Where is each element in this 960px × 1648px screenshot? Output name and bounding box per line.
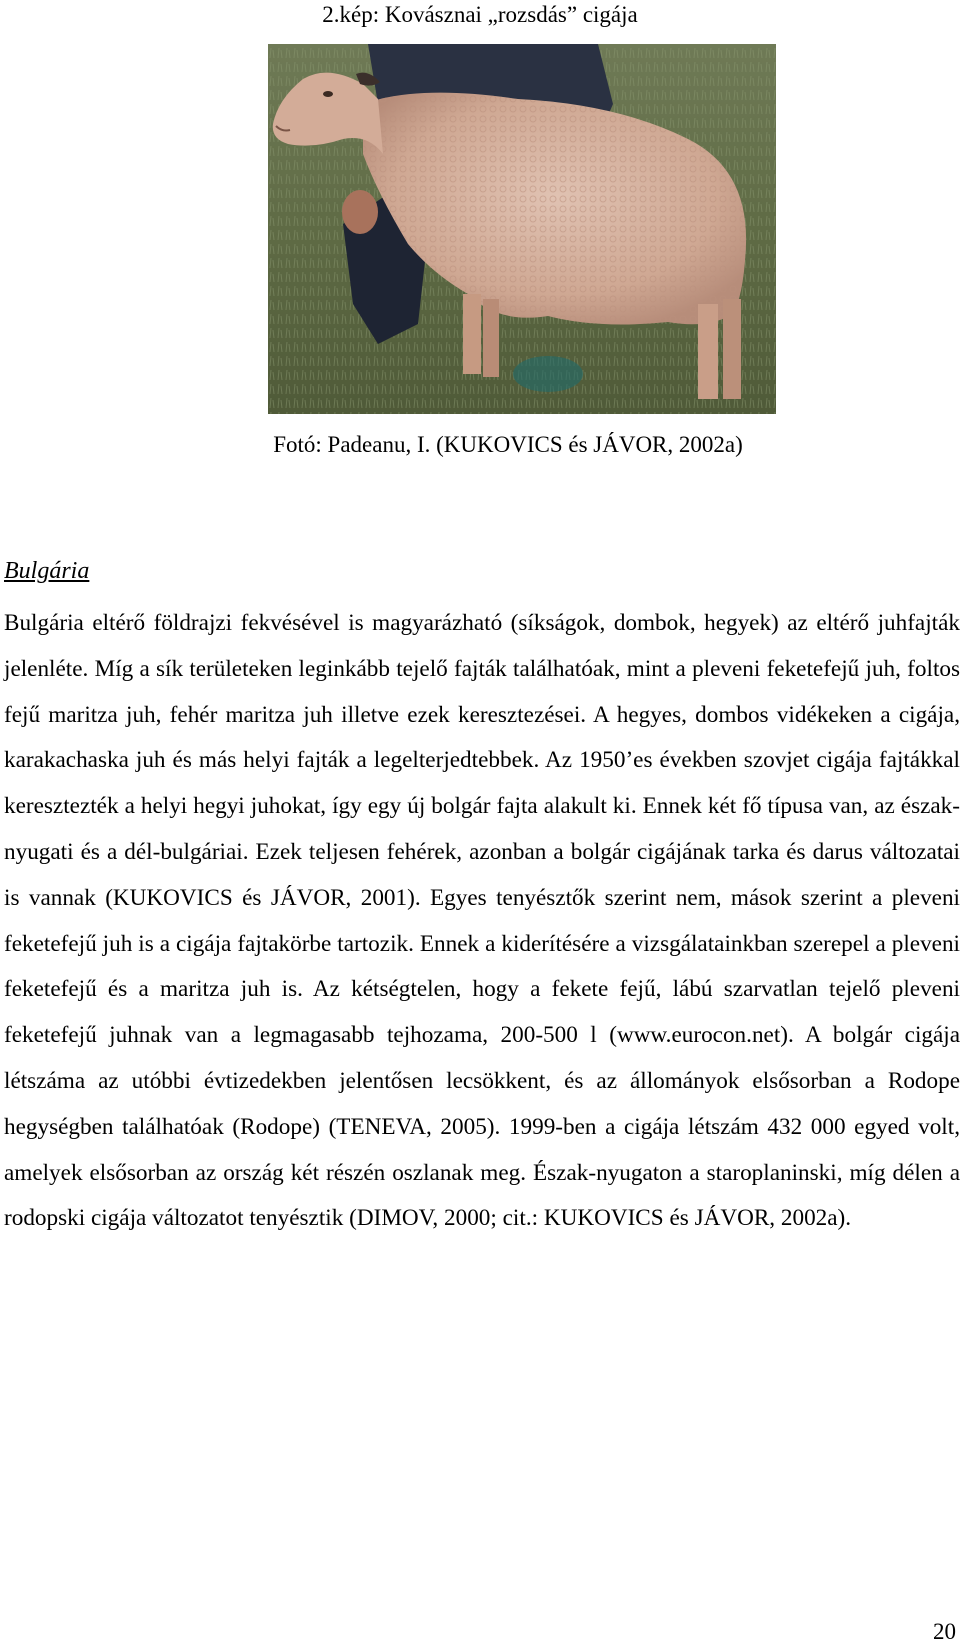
figure-caption: Fotó: Padeanu, I. (KUKOVICS és JÁVOR, 2002a) — [273, 432, 743, 457]
section-heading: Bulgária — [4, 558, 90, 584]
figure-title: 2.kép: Kovásznai „rozsdás” cigája — [322, 2, 638, 27]
sheep-photo — [268, 44, 776, 414]
page-number: 20 — [933, 1619, 956, 1644]
body-paragraph: Bulgária eltérő földrajzi fekvésével is magyarázható (síkságok, dombok, hegyek) az eltérő juhfajták jelenléte. Míg a sík területeken leginkább tejelő fajták találhatóak, mint a pleveni feketefejű juh, foltos fejű maritza juh, fehér maritza juh illetve ezek keresztezései. A hegyes, dombos vidékeken a cigája, karakachaska juh és más helyi fajták a legelterjedtebbek. Az 1950’es években szovjet cigája fajtákkal keresztezték a helyi hegyi juhokat, így egy új bolgár fajta alakult ki. Ennek két fő típusa van, az észak-nyugati és a dél-bulgáriai. Ezek teljesen fehérek, azonban a bolgár cigájának tarka és darus változatai is vannak (KUKOVICS és JÁVOR, 2001). Egyes tenyésztők szerint nem, mások szerint a pleveni feketefejű juh is a cigája fajtakörbe tartozik. Ennek a kiderítésére a vizsgálatainkban szerepel a pleveni feketefejű és a maritza juh is. Az kétségtelen, hogy a fekete fejű, lábú szarvatlan tejelő pleveni feketefejű juhnak van a legmagasabb tejhozama, 200-500 l (www.eurocon.net). A bolgár cigája létszáma az utóbbi évtizedekben jelentősen lecsökkent, és az állományok elsősorban a Rodope hegységben találhatóak (Rodope) (TENEVA, 2005). 1999-ben a cigája létszám 432 000 egyed volt, amelyek elsősorban az ország két részén oszlanak meg. Észak-nyugaton a staroplaninski, míg délen a rodopski cigája változatot tenyésztik (DIMOV, 2000; cit.: KUKOVICS és JÁVOR, 2002a). — [4, 610, 960, 1232]
